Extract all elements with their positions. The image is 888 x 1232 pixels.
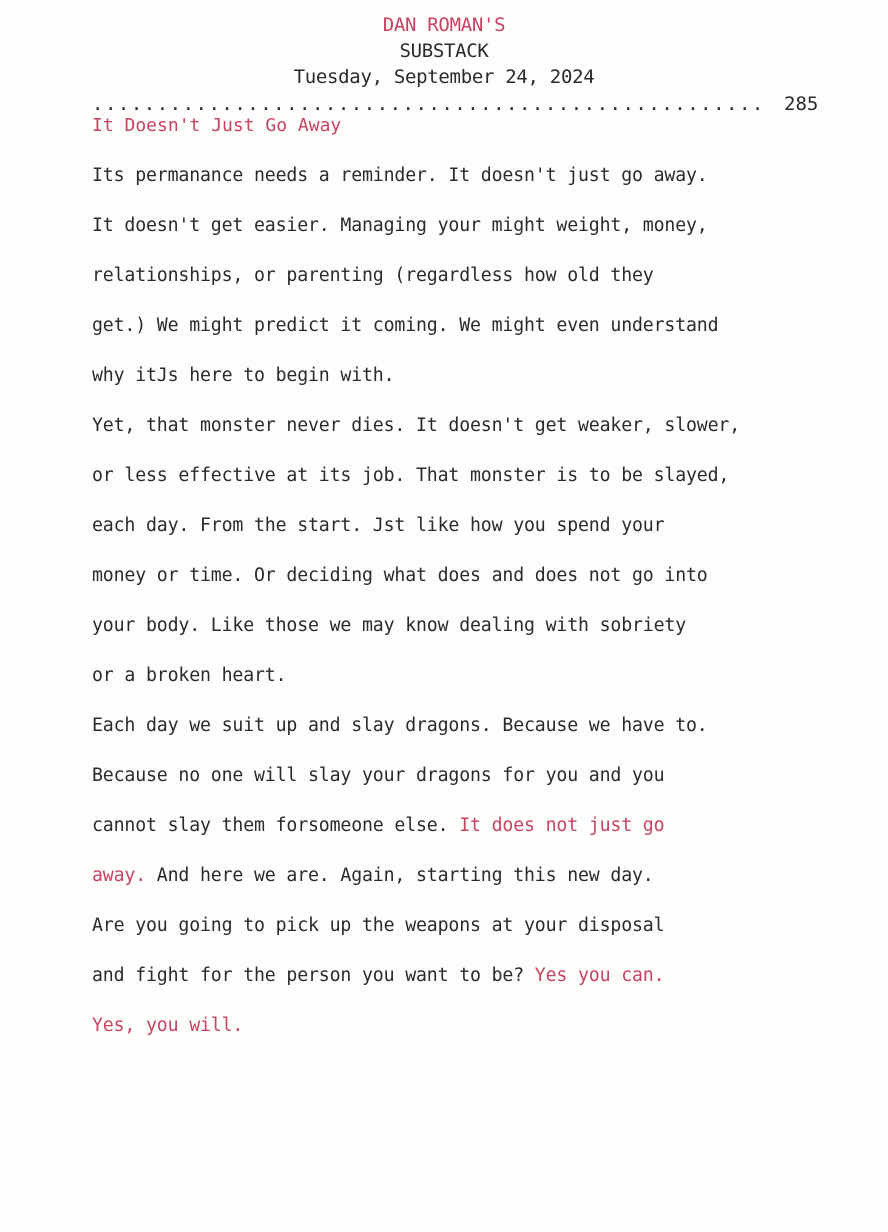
page-header — [0, 12, 888, 90]
red-text-segment: Yes, you will. — [92, 1015, 244, 1036]
text-line — [92, 514, 872, 564]
text-segment: money or time. Or deciding what does and does not go into — [92, 565, 708, 586]
text-line — [92, 864, 872, 914]
text-line — [92, 814, 872, 864]
text-segment: why itJs here to begin with. — [92, 365, 395, 386]
text-line — [92, 264, 872, 314]
text-segment: It doesn't get easier. Managing your might weight, money, — [92, 215, 708, 236]
essay-title: It Doesn't Just Go Away — [92, 115, 342, 136]
text-segment: and fight for the person you want to be? — [92, 965, 535, 986]
text-segment: or less effective at its job. That monster is to be slayed, — [92, 465, 730, 486]
text-segment: cannot slay them forsomeone else. — [92, 815, 460, 836]
text-segment: each day. From the start. Jst like how you spend your — [92, 515, 665, 536]
text-segment: or a broken heart. — [92, 665, 287, 686]
text-line — [92, 364, 872, 414]
publication-heading: SUBSTACK — [399, 40, 489, 62]
dotted-rule — [92, 94, 832, 114]
text-line — [92, 564, 872, 614]
red-text-segment: Yes you can. — [534, 965, 665, 986]
text-line — [92, 164, 872, 214]
text-segment: Its permanance needs a reminder. It doesn't just go away. — [92, 165, 708, 186]
date-line: Tuesday, September 24, 2024 — [293, 66, 595, 88]
text-line — [92, 214, 872, 264]
text-segment: Because no one will slay your dragons for you and you — [92, 765, 665, 786]
text-segment: And here we are. Again, starting this new day. — [146, 865, 654, 886]
text-segment: Each day we suit up and slay dragons. Because we have to. — [92, 715, 708, 736]
essay-body — [92, 164, 872, 1064]
text-line — [92, 464, 872, 514]
text-line — [92, 964, 872, 1014]
text-line — [92, 664, 872, 714]
red-text-segment: It does not just go — [459, 815, 665, 836]
text-line — [92, 314, 872, 364]
text-line — [92, 764, 872, 814]
text-line — [92, 614, 872, 664]
text-line — [92, 714, 872, 764]
text-line — [92, 1014, 872, 1064]
page-number: 285 — [784, 94, 819, 114]
text-segment: get.) We might predict it coming. We might even understand — [92, 315, 719, 336]
text-segment: relationships, or parenting (regardless how old they — [92, 265, 654, 286]
text-segment: Yet, that monster never dies. It doesn't get weaker, slower, — [92, 415, 740, 436]
text-line — [92, 914, 872, 964]
dot-leader: .................................................... — [92, 94, 765, 114]
red-text-segment: away. — [92, 865, 146, 886]
text-segment: your body. Like those we may know dealing with sobriety — [92, 615, 686, 636]
text-line — [92, 414, 872, 464]
author-heading: DAN ROMAN'S — [382, 14, 506, 36]
text-segment: Are you going to pick up the weapons at your disposal — [92, 915, 665, 936]
